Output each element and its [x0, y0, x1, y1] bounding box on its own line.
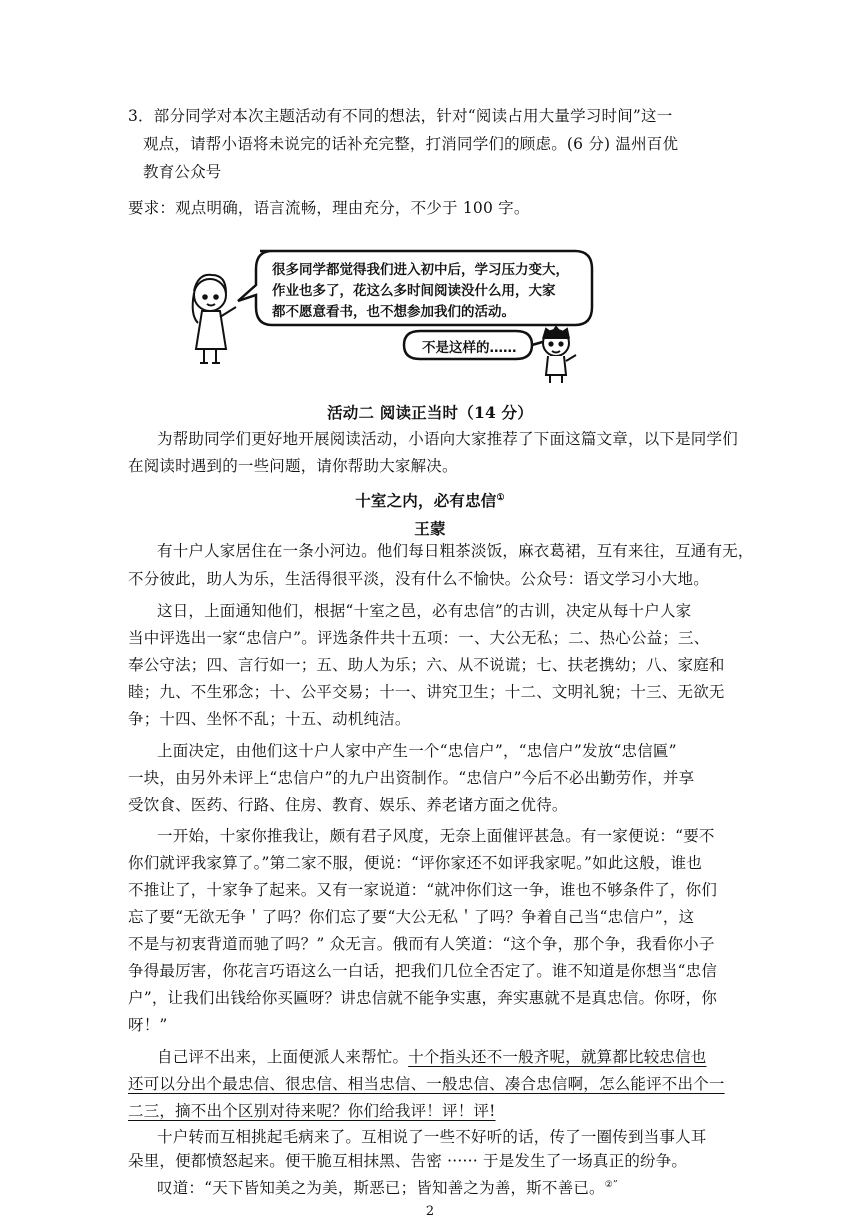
article-line: 睦；九、不生邪念；十、公平交易；十一、讲究卫生；十二、文明礼貌；十三、无欲无 [128, 683, 725, 701]
underlined-passage: 二三，摘不出个区别对待来呢？你们给我评！评！评! [128, 1102, 496, 1120]
article-line: 一块，由另外未评上“忠信户”的九户出资制作。“忠信户”今后不必出勤劳作，并享 [128, 769, 695, 787]
article-line: 忘了要“无欲无争＇了吗？你们忘了要“大公无私＇了吗？争着自己当“忠信户”，这 [128, 908, 695, 926]
underlined-passage: 十个指头还不一般齐呢，就算都比较忠信也 [408, 1048, 707, 1066]
article-line [157, 1177, 618, 1199]
article-line: 上面决定，由他们这十户人家中产生一个“忠信户”，“忠信户”发放“忠信匾” [157, 742, 677, 760]
article-line: 你们就评我家算了。”第二家不服，便说：“评你家还不如评我家呢。”如此这般，谁也 [128, 854, 703, 872]
article-line: 受饮食、医药、行路、住房、教育、娱乐、养老诸方面之优待。 [128, 796, 568, 814]
article-line: 争；十四、坐怀不乱；十五、动机纯洁。 [128, 710, 411, 728]
article-line: 不是与初衷背道而驰了吗？” 众无言。俄而有人笑道：“这个争，那个争，我看你小子 [128, 935, 715, 953]
article-line: 不分彼此，助人为乐，生活得很平淡，没有什么不愉快。公众号：语文学习小大地。 [128, 570, 709, 588]
article-line: 朵里，便都愤怒起来。便干脆互相抹黑、告密 ······ 于是发生了一场真正的纷争。 [128, 1152, 688, 1170]
requirement-text: 要求：观点明确，语言流畅，理由充分，不少于 100 字。 [128, 199, 530, 217]
page-number: 2 [425, 1204, 435, 1219]
article-line: 当中评选出一家“忠信户”。评选条件共十五项：一、大公无私；二、热心公益；三、 [128, 629, 710, 647]
question-line-1: 3．部分同学对本次主题活动有不同的想法，针对“阅读占用大量学习时间”这一 [128, 107, 673, 125]
article-author: 王蒙 [414, 519, 446, 538]
article-line: 争得最厉害，你花言巧语这么一白话，把我们几位全否定了。谁不知道是你想当“忠信 [128, 962, 718, 980]
underlined-passage: 还可以分出个最忠信、很忠信、相当忠信、一般忠信、凑合忠信啊，怎么能评不出个一 [128, 1075, 725, 1093]
activity-intro-2: 在阅读时遇到的一些问题，请你帮助大家解决。 [128, 457, 458, 475]
article-line: 户”，让我们出钱给你买匾呀？讲忠信就不能争实惠，奔实惠就不是真忠信。你呀，你 [128, 989, 718, 1007]
activity-intro-1: 为帮助同学们更好地开展阅读活动，小语向大家推荐了下面这篇文章，以下是同学们 [157, 430, 738, 448]
bubble-small-text: 不是这样的…… [422, 340, 517, 356]
article-text: 叹道：“天下皆知美之为美，斯恶已；皆知善之为善，斯不善已。 [157, 1179, 605, 1197]
article-line: 奉公守法；四、言行如一；五、助人为乐；六、从不说谎；七、扶老携幼；八、家庭和 [128, 656, 725, 674]
activity-title: 活动二 阅读正当时（14 分） [327, 403, 533, 422]
boy-figure [543, 327, 576, 383]
article-line [157, 1046, 707, 1068]
bubble-large-line-3: 都不愿意看书，也不想参加我们的活动。 [272, 304, 515, 320]
bubble-large-line-1: 很多同学都觉得我们进入初中后，学习压力变大， [272, 262, 569, 278]
article-title-text: 十室之内，必有忠信 [355, 491, 497, 510]
article-title [0, 490, 860, 512]
article-line: 一开始，十家你推我让，颇有君子风度，无奈上面催评甚急。有一家便说：“要不 [157, 827, 715, 845]
article-line: 十户转而互相挑起毛病来了。互相说了一些不好听的话，传了一圈传到当事人耳 [157, 1128, 707, 1146]
question-line-3: 教育公众号 [143, 163, 222, 181]
question-line-2: 观点，请帮小语将未说完的话补充完整，打消同学们的顾虑。(6 分) 温州百优 [143, 135, 679, 153]
comic-illustration [180, 245, 600, 385]
article-line: 不推让了，十家争了起来。又有一家说道：“就冲你们这一争，谁也不够条件了，你们 [128, 881, 718, 899]
footnote-marker: ②” [604, 1179, 618, 1190]
article-title-footnote: ① [496, 492, 505, 503]
article-line: 呀！” [128, 1016, 168, 1034]
article-line: 有十户人家居住在一条小河边。他们每日粗茶淡饭，麻衣葛裙，互有来往，互通有无， [157, 542, 754, 560]
article-text: 自己评不出来，上面便派人来帮忙。 [157, 1048, 409, 1066]
girl-figure [193, 275, 236, 363]
bubble-large-line-2: 作业也多了，花这么多时间阅读没什么用，大家 [272, 283, 556, 299]
article-line: 这日，上面通知他们，根据“十室之邑，必有忠信”的古训，决定从每十户人家 [157, 602, 692, 620]
